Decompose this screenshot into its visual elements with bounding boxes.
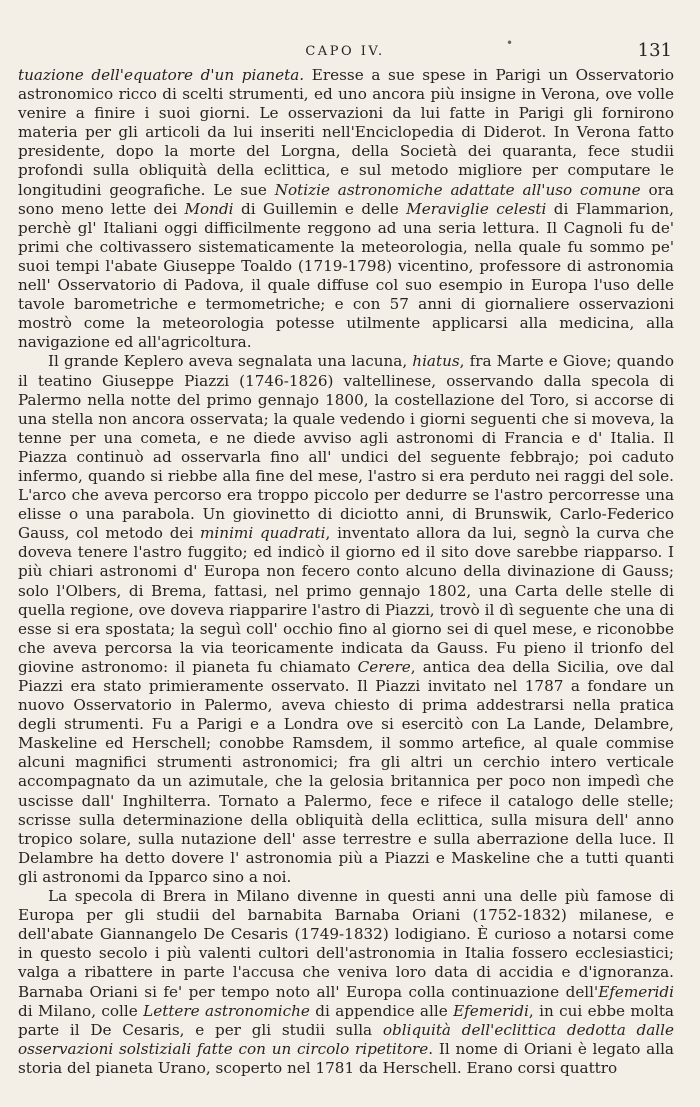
page-number: 131 [637,40,672,61]
text-run: , in cui ebbe molta parte il De Cesaris, e per gli studii sulla [18,1001,674,1039]
body-text [18,66,674,1078]
text-run: di Guillemin e delle [233,199,407,218]
italic-text: obliquità dell'eclittica dedotta dalle osservazioni solstiziali fatte con un circolo ripetitore [18,1020,674,1058]
paragraph [18,66,674,352]
text-run: di Milano, colle [18,1001,144,1020]
italic-text: Efemeridi [453,1001,529,1020]
text-run: Il grande Keplero aveva segnalata una lacuna, [48,352,413,371]
text-run: , fra Marte e Giove; quando il teatino Giuseppe Piazzi (1746-1826) valtellinese, osservando dalla specola di Palermo nella notte del primo gennajo 1800, la costellazione del Toro, si accorse di una stella non ancora osservata; la quale vedendo i giorni seguenti che si moveva, la tenne per una cometa, e ne diede avviso agli astronomi di Francia e d' Italia. Il Piazza continuò ad osservarla fino all' undici del seguente febbrajo; poi caduto infermo, quando si riebbe alla fine del mese, l'astro si era perduto nei raggi del sole. L'arco che aveva percorso era troppo piccolo per dedurre se l'astro percorresse una elisse o una parabola. Un giovinetto di diciotto anni, di Brunswik, Carlo-Federico Gauss, col metodo dei [18,352,674,543]
text-run: La specola di Brera in Milano divenne in questi anni una delle più famose di Europa per gli studii del barnabita Barnaba Oriani (1752-1832) milanese, e dell'abate Giannangelo De Cesaris (1749-1832) lodigiano. È curioso a notarsi come in questo secolo i più valenti cultori dell'astronomia in Italia fossero ecclesiastici; valga a ribattere in parte l'accusa che veniva loro data di accidia e d'ignoranza. Barnaba Oriani si fe' per tempo noto all' Europa colla continuazione dell' [18,887,674,1001]
paragraph [18,352,674,887]
text-run: di Flammarion, perchè gl' Italiani oggi difficilmente reggono ad una seria lettura. Il Cagnoli fu de' primi che coltivassero sistematicamente la meteorologia, nella quale fu sommo pe' suoi tempi l'abate Giuseppe Toaldo (1719-1798) vicentino, professore di astronomia nell' Osservatorio di Padova, il quale diffuse col suo esempio in Europa l'uso delle tavole barometriche e termometriche; e con 57 anni di giornaliere osservazioni mostrò come la meteorologia potesse utilmente applicarsi alla medicina, alla navigazione ed all'agricoltura. [18,199,674,352]
text-run: . Il nome di Oriani è legato alla storia del pianeta Urano, scoperto nel 1781 da Herschell. Erano corsi quattro [18,1039,674,1077]
italic-text: Notizie astronomiche adattate all'uso comune [274,180,641,199]
text-run: , antica dea della Sicilia, ove dal Piazzi era stato primieramente osservato. Il Piazzi invitato nel 1787 a fondare un nuovo Osservatorio in Palermo, aveva chiesto di prima addestrarsi nella pratica degli strumenti. Fu a Parigi e a Londra ove si esercitò con La Lande, Delambre, Maskeline ed Herschell; conobbe Ramsdem, il sommo artefice, al quale commise alcuni magnifici strumenti astronomici; fra gli altri un cerchio intero verticale accompagnato da un azimutale, che la gelosia britannica per poco non impedì che uscisse dall' Inghilterra. Tornato a Palermo, fece e rifece il catalogo delle stelle; scrisse sulla determinazione della obliquità della eclittica, sulla misura dell' anno tropico solare, sulla nutazione dell' asse terrestre e sulla aberrazione della luce. Il Delambre ha detto dovere l' astronomia più a Piazzi e Maskeline che a tutti quanti gli astronomi da Ipparco sino a noi. [18,657,674,886]
paragraph [18,887,674,1078]
text-run: Eresse a sue spese in Parigi un Osservatorio astronomico ricco di scelti strumenti, ed uno ancora più insigne in Verona, ove volle venire a finire i suoi giorni. Le osservazioni da lui fatte in Parigi gli fornirono materia per gli articoli da lui inseriti nell'Enciclopedia di Diderot. In Verona fatto presidente, dopo la morte del Lorgna, della Società dei quaranta, fece studii profondi sulla obliquità della eclittica, e sul metodo migliore per computare le longitudini geografiche. Le sue [18,66,675,199]
italic-text: Mondi [184,199,234,218]
italic-text: minimi quadrati [200,524,326,543]
text-run: , inventato allora da lui, segnò la curva che doveva tenere l'astro fuggito; ed indicò il giorno ed il sito dove sarebbe riapparso. I più chiari astronomi d' Europa non fecero conto alcuno della divinazione di Gauss; solo l'Olbers, di Brema, fattasi, nel primo gennajo 1802, una Carta delle stelle di quella regione, ove doveva riapparire l'astro di Piazzi, trovò il dì seguente che una di esse si era spostata; la seguì coll' occhio fino al giorno sei di quel mese, e riconobbe che aveva percorsa la via teoricamente indicata da Gauss. Fu pieno il trionfo del giovine astronomo: il pianeta fu chiamato [18,524,674,676]
italic-text: hiatus [412,352,460,371]
running-head: CAPO IV. [305,44,385,59]
page-header [18,36,672,64]
italic-text: tuazione dell'equatore d'un pianeta. [18,66,305,84]
ink-dot: • [506,36,514,50]
italic-text: Meraviglie celesti [406,199,547,218]
text-run: ora sono meno lette dei [18,180,674,218]
text-run: di appendice alle [309,1001,454,1020]
italic-text: Lettere astronomiche [143,1001,310,1020]
italic-text: Cerere [357,657,411,676]
italic-text: Efemeridi [598,982,674,1001]
